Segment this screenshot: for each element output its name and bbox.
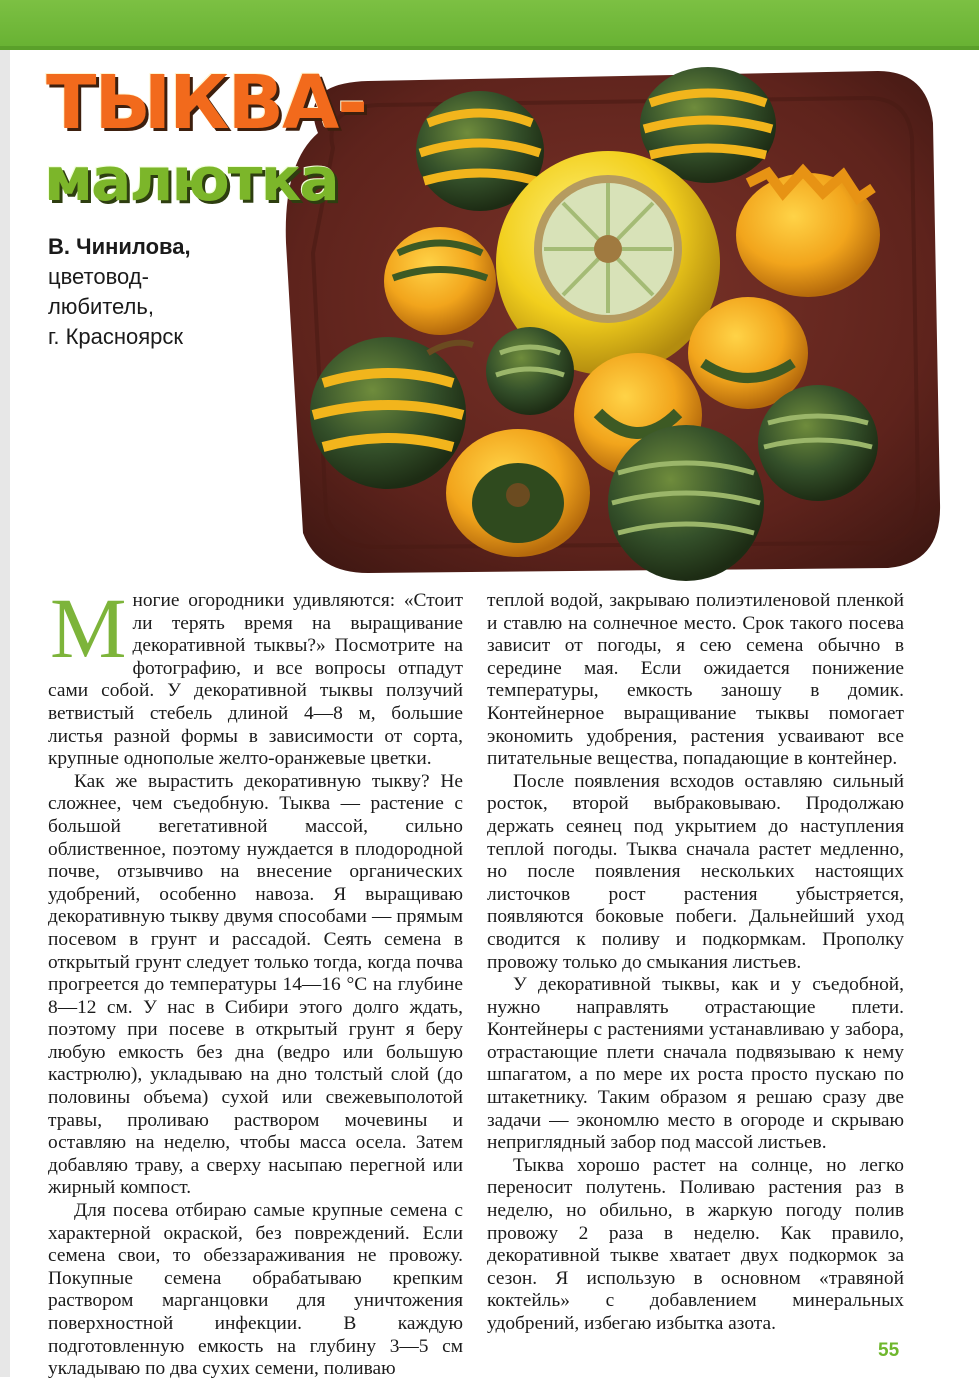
author-city: г. Красноярск (48, 324, 184, 349)
article-paragraph: Многие огородники удивляются: «Стоит ли терять время на выращивание декоративной тыквы?» Посмотрите на фотографию, и все вопросы отпадут сами собой. У декоративной тыквы ползучий ветвистый стебель длиной 4—8 м, большие листья разной формы в зависимости от сорта, крупные однополые желто-оранжевые цветки. (48, 580, 463, 770)
article-paragraph: теплой водой, закрываю полиэтиленовой пленкой и ставлю на солнечное место. Срок такого посева зависит от погоды, я сею семена обычно в середине мая. Если ожидается понижение температуры, емкость заношу в домик. Контейнерное выращивание тыквы помогает экономить удобрения, растения усваивают все питательные вещества, попадающие в контейнер. (487, 590, 904, 770)
article-paragraph: После появления всходов оставляю сильный росток, второй выбраковываю. Продолжаю держать сеянец под укрытием до наступления теплой погоды. Тыква сначала растет медленно, но после появления нескольких настоящих листочков рост растения убыстряется, появляются боковые побеги. Дальнейший уход сводится к поливу и подкормкам. Прополку провожу только до смыкания листьев. (487, 770, 904, 973)
header-color-band (0, 0, 979, 50)
page-number: 55 (878, 1340, 900, 1361)
pumpkins-photo (278, 63, 946, 581)
article-paragraph: Тыква хорошо растет на солнце, но легко переносит полутень. Поливаю растения раз в неделю, но обильно, в жаркую погоду полив провожу 2 раза в неделю. Как правило, декоративной тыкве хватает двух подкормок за сезон. Я использую в основном «травяной коктейль» с добавлением минеральных удобрений, избегаю избытка азота. (487, 1154, 904, 1334)
article-paragraph: Для посева отбираю самые крупные семена с характерной окраской, без повреждений. Если семена свои, то обеззараживания не провожу. Покупные семена обрабатываю крепким раствором марганцовки для уничтожения поверхностной инфекции. В каждую подготовленную емкость на глубину 3—5 см укладываю по два сухих семени, поливаю (48, 1200, 463, 1380)
article-paragraph: Как же вырастить декоративную тыкву? Не сложнее, чем съедобную. Тыква — растение с большой вегетативной массой, сильно облиственное, поэтому нуждается в плодородной почве, отзывчиво на внесение органических удобрений, особенно навоза. Я выращиваю декоративную тыкву двумя способами — прямым посевом в грунт и рассадой. Сеять семена в открытый грунт следует только тогда, когда почва прогреется до температуры 14—16 °С на глубине 8—12 см. У нас в Сибири этого долго ждать, поэтому при посеве в открытый грунт я беру любую емкость без дна (ведро или большую кастрюлю), укладываю на дно толстый слой (до половины объема) сухой или свежевыполотой травы, проливаю раствором мочевины и оставляю на неделю, чтобы масса осела. Затем добавляю траву, а сверху насыпаю перегной или жирный компост. (48, 770, 463, 1199)
author-role-line1: цветовод- (48, 264, 149, 289)
article-column-left (48, 580, 463, 1381)
article-column-right (487, 590, 904, 1336)
page-edge (0, 0, 10, 1377)
author-name: В. Чинилова, (48, 234, 191, 259)
drop-cap: М (50, 580, 127, 676)
author-role-line2: любитель, (48, 294, 154, 319)
article-title-line2: малютка (44, 145, 338, 215)
article-paragraph: У декоративной тыквы, как и у съедобной, нужно направлять отрастающие плети. Контейнеры с растениями устанавливаю у забора, отрастающие плети сначала подвязываю к нему шпагатом, а по мере их роста просто пускаю по штакетнику. Таким образом я решаю сразу две задачи — экономлю место в огороде и скрываю неприглядный забор под массой листьев. (487, 974, 904, 1154)
byline (48, 232, 191, 352)
article-title-line1: ТЫКВА- (46, 60, 367, 146)
